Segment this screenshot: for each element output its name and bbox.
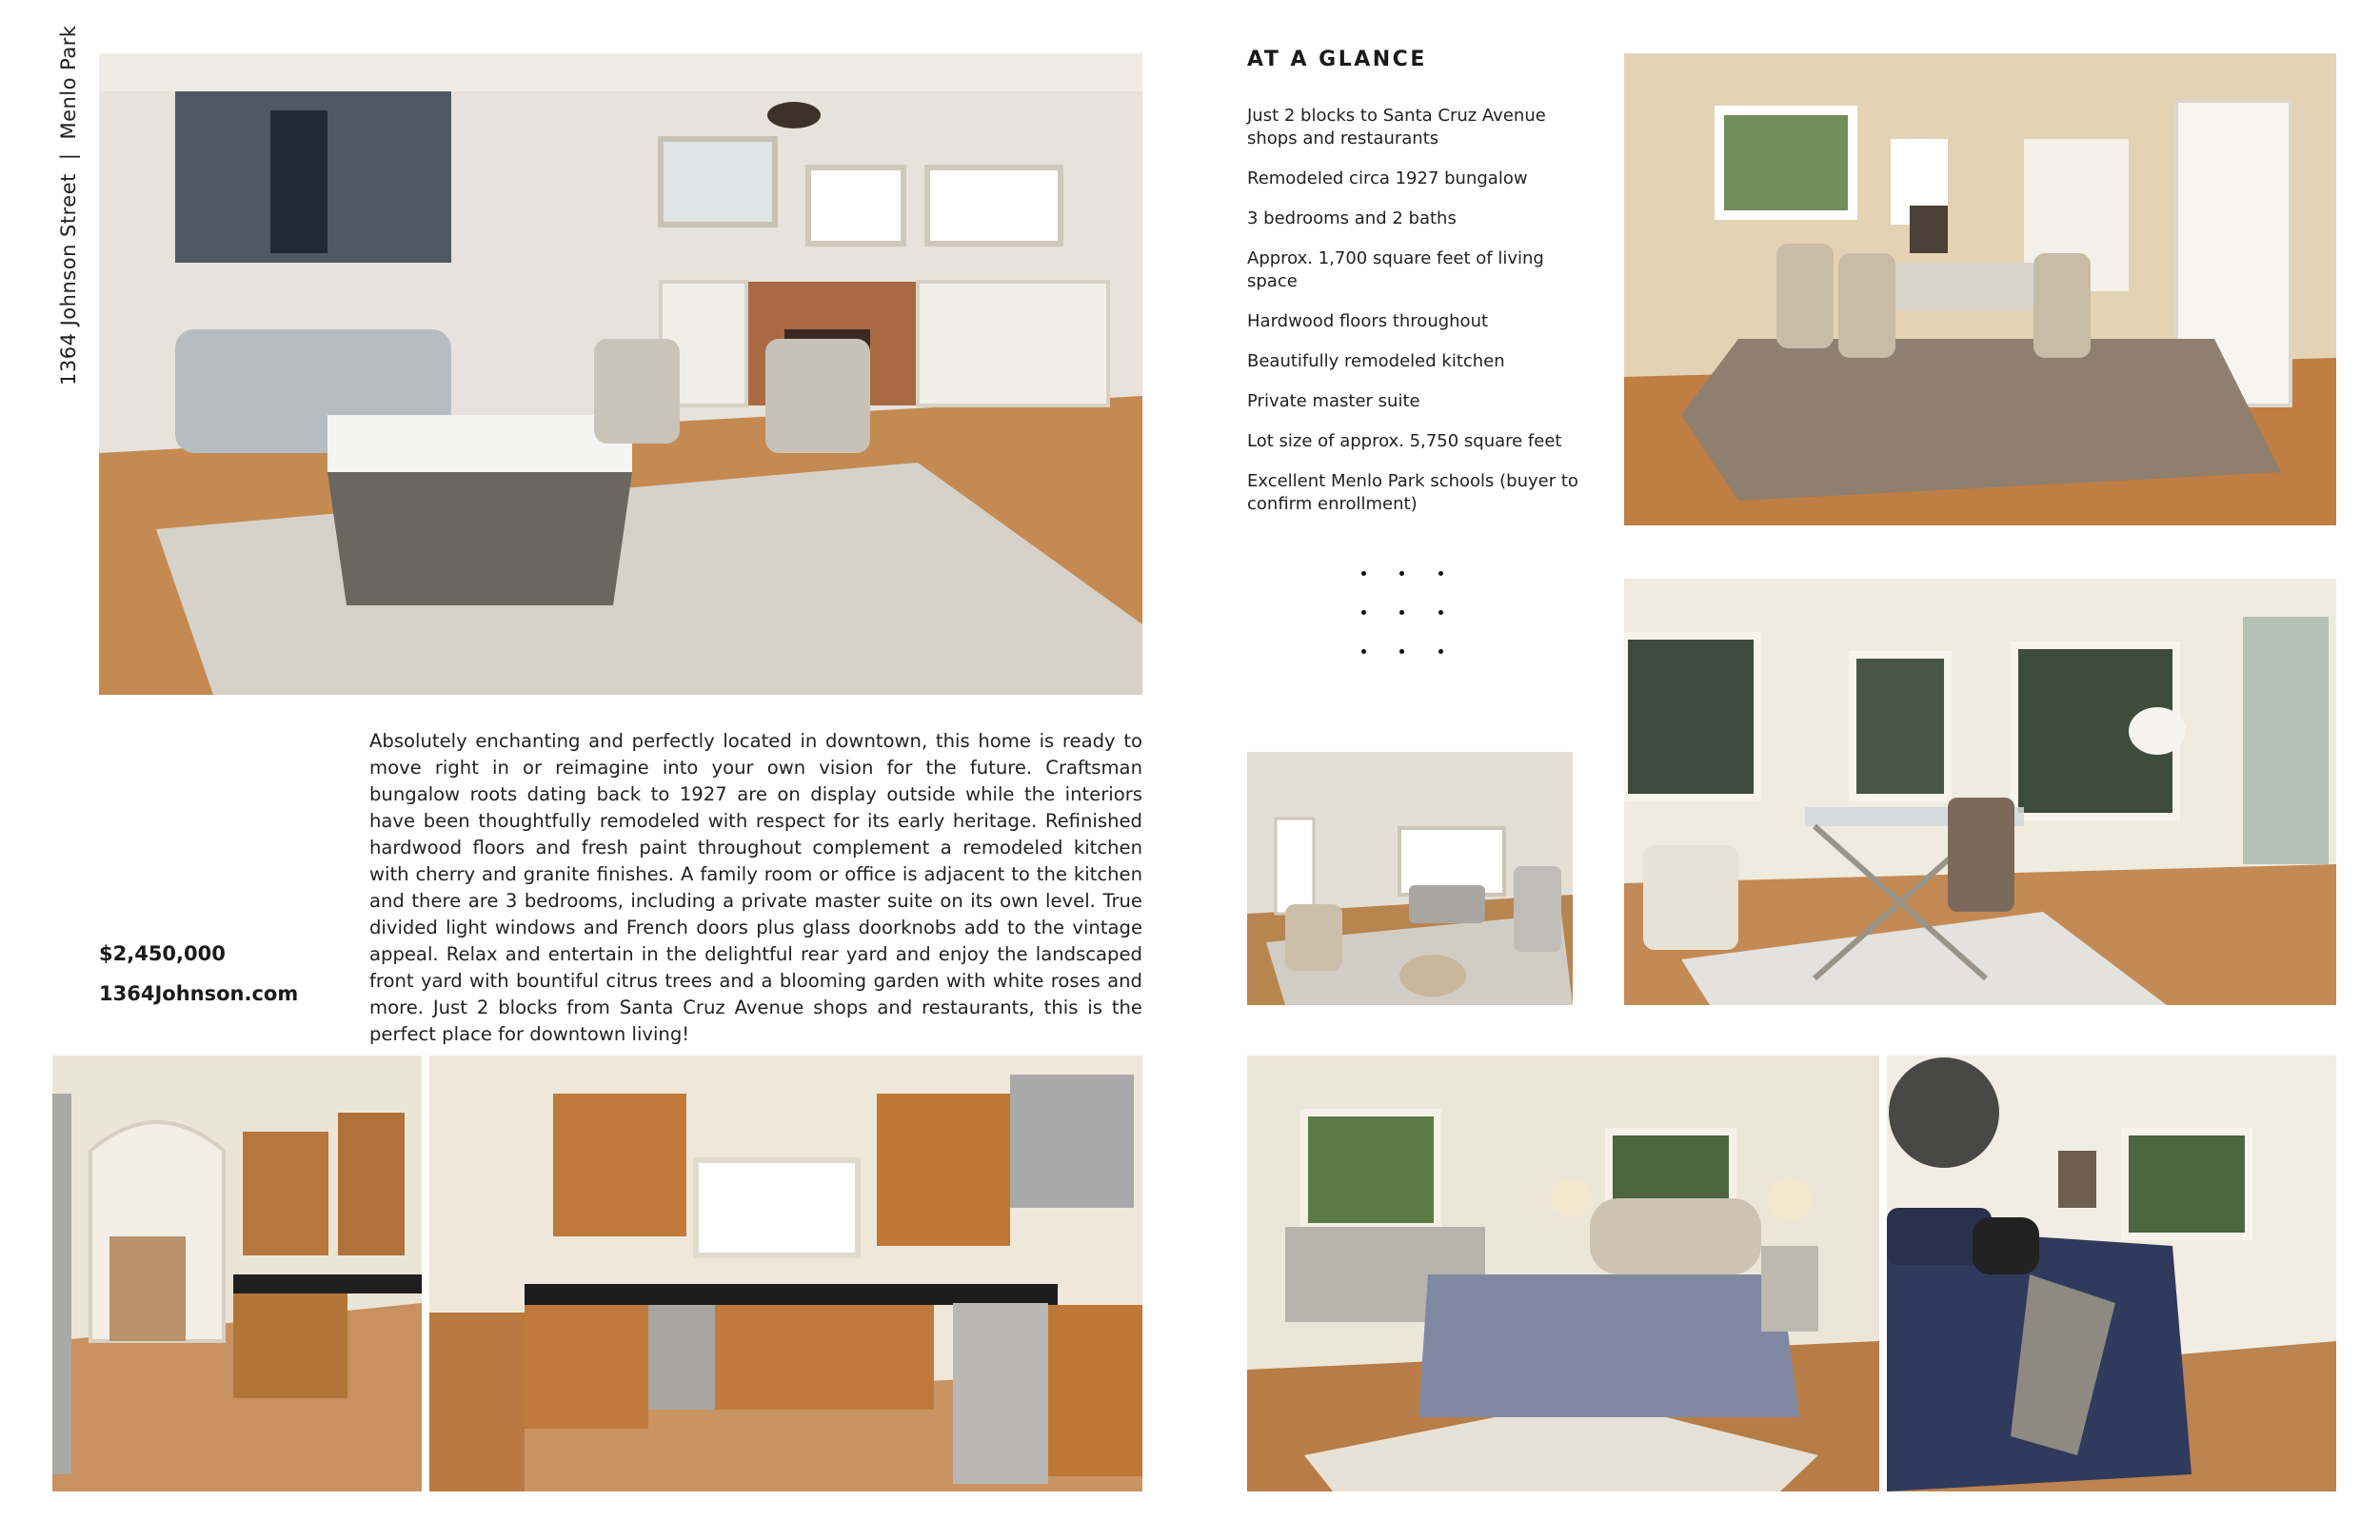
list-item: Private master suite <box>1247 391 1420 411</box>
list-item: Beautifully remodeled kitchen <box>1247 351 1505 371</box>
decorative-dots <box>1361 571 1457 666</box>
list-item: Approx. 1,700 square feet of living space <box>1247 248 1544 291</box>
dining-room-photo <box>1624 53 2336 525</box>
city-label: Menlo Park <box>57 25 80 140</box>
highlights-list <box>1247 105 1599 533</box>
list-item: 3 bedrooms and 2 baths <box>1247 208 1457 228</box>
family-room-photo <box>1247 752 1573 1005</box>
separator: | <box>57 152 80 161</box>
kitchen-photo <box>429 1056 1142 1491</box>
property-website[interactable]: 1364Johnson.com <box>99 982 299 1005</box>
bedroom-photo <box>1887 1056 2336 1491</box>
list-item: Remodeled circa 1927 bungalow <box>1247 168 1528 188</box>
living-room-photo <box>99 53 1142 695</box>
at-a-glance-title: AT A GLANCE <box>1247 48 1427 71</box>
list-item: Just 2 blocks to Santa Cruz Avenue shops and restaurants <box>1247 106 1546 148</box>
master-bedroom-photo <box>1247 1056 1879 1491</box>
list-item: Hardwood floors throughout <box>1247 311 1489 331</box>
side-address <box>50 25 88 385</box>
list-item: Lot size of approx. 5,750 square feet <box>1247 431 1562 451</box>
office-photo <box>1624 579 2336 1005</box>
kitchen-hallway-photo <box>52 1056 422 1491</box>
list-item: Excellent Menlo Park schools (buyer to confirm enrollment) <box>1247 471 1578 514</box>
property-description: Absolutely enchanting and perfectly located in downtown, this home is ready to move right in or reimagine into your own vision for the future. Craftsman bungalow roots dating back to 1927 are on display outside while the interiors have been thoughtfully remodeled with respect for its early heritage. Refinished hardwood floors and fresh paint throughout complement a remodeled kitchen with cherry and granite finishes. A family room or office is adjacent to the kitchen and there are 3 bedrooms, including a private master suite on its own level. True divided light windows and French doors plus glass doorknobs add to the vintage appeal. Relax and entertain in the delightful rear yard and enjoy the landscaped front yard with bountiful citrus trees and a blooming garden with white roses and more. Just 2 blocks from Santa Cruz Avenue shops and restaurants, this is the perfect place for downtown living! <box>369 730 1142 1045</box>
street-label: 1364 Johnson Street <box>57 173 80 385</box>
listing-price: $2,450,000 <box>99 942 226 965</box>
